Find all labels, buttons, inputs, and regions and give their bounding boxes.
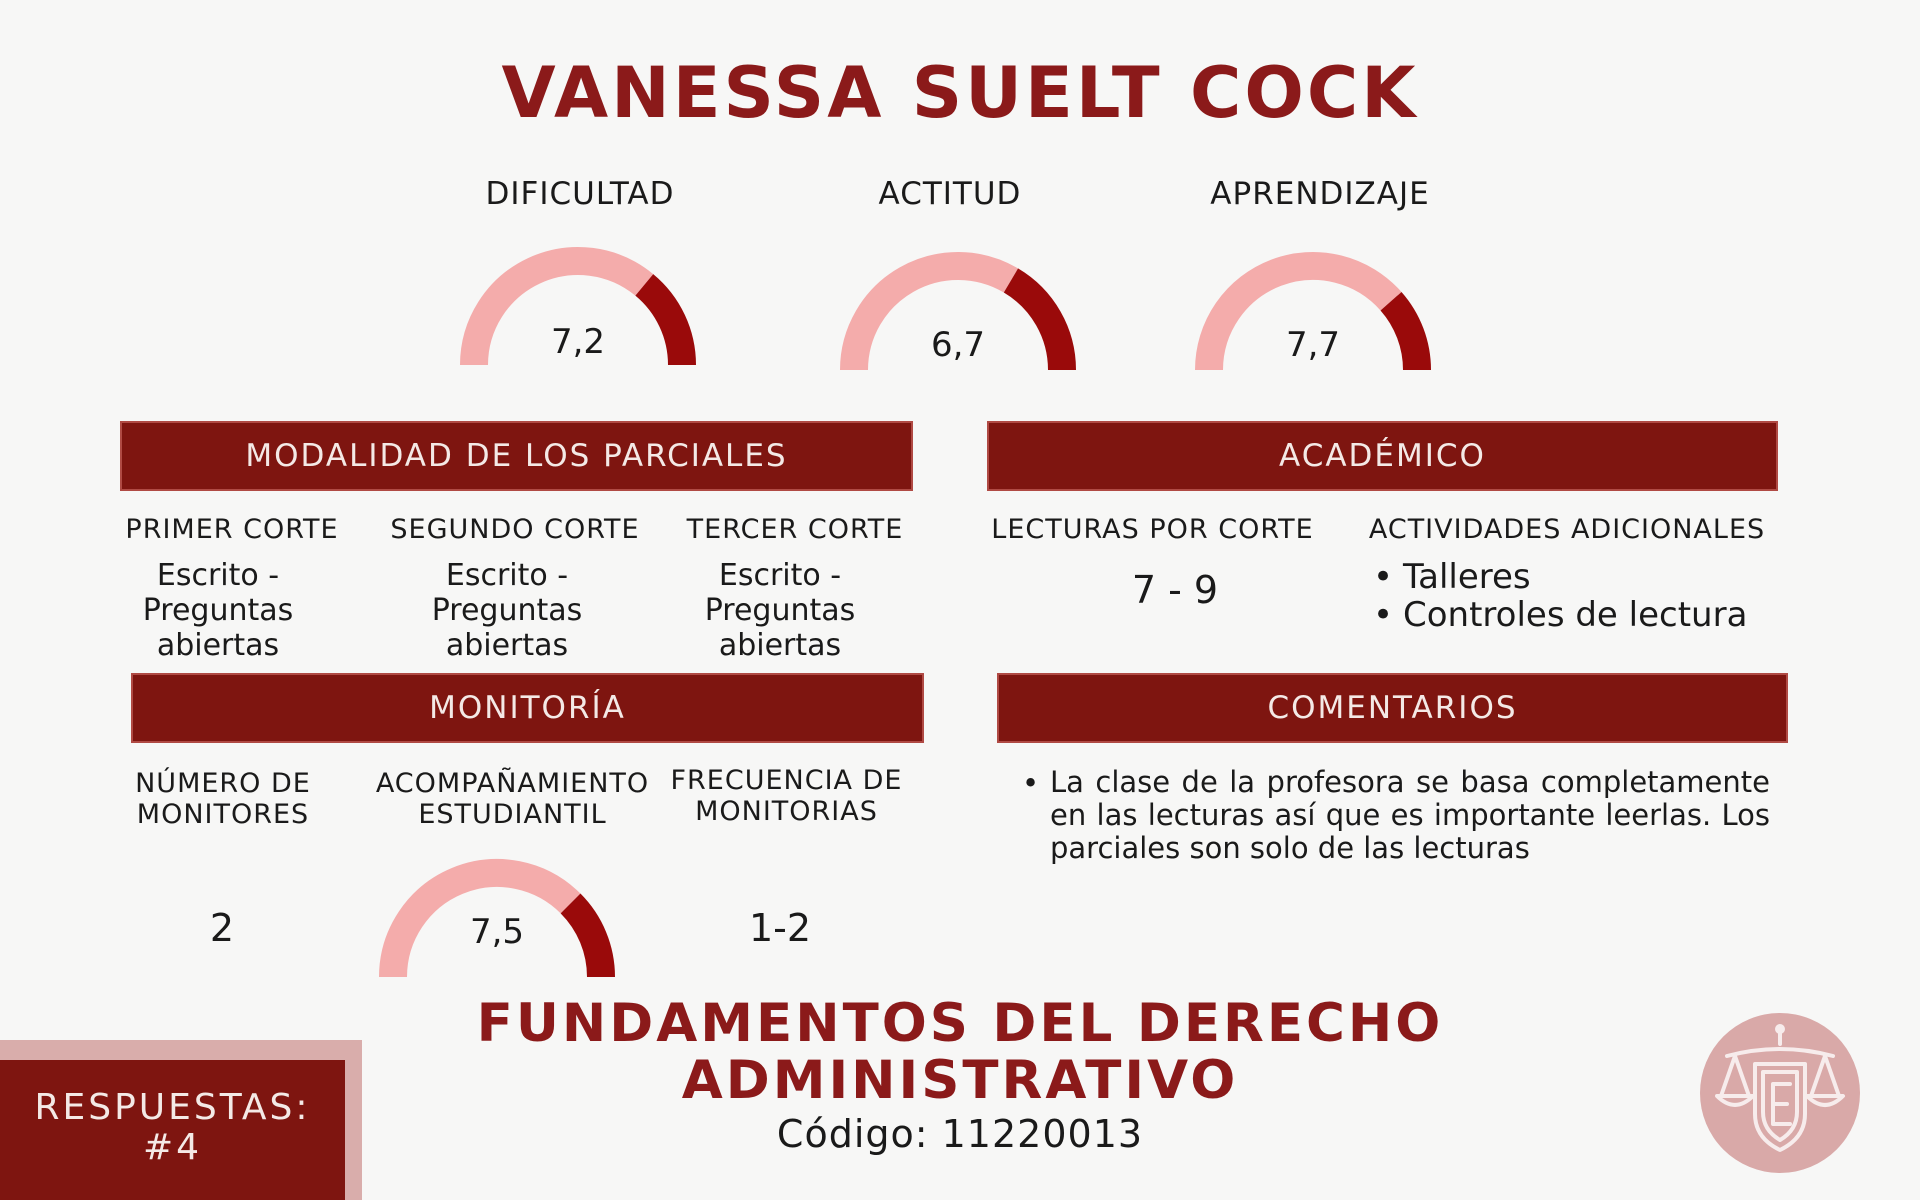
gauge-label-dificultad: DIFICULTAD — [485, 176, 675, 212]
scales-of-justice-shield-icon — [1697, 1010, 1863, 1176]
comment-text: La clase de la profesora se basa completamente en las lecturas así que es importante leerlas. Los parciales son solo de las lecturas — [1050, 765, 1770, 865]
respuestas-badge — [0, 1060, 345, 1200]
gauge-acompanamiento — [377, 852, 617, 982]
tercer-corte-line: abiertas — [718, 628, 842, 663]
frecuencia-label — [660, 765, 913, 827]
acompanamiento-label — [365, 768, 660, 830]
label-line: MONITORES — [136, 799, 310, 830]
list-item: • Controles de lectura — [1373, 596, 1793, 634]
lecturas-por-corte-value: 7 - 9 — [1131, 568, 1219, 612]
lecturas-por-corte-label: LECTURAS POR CORTE — [991, 514, 1314, 545]
label-line: ESTUDIANTIL — [418, 799, 607, 830]
gauge-actitud — [838, 245, 1078, 375]
modalidad-header: MODALIDAD DE LOS PARCIALES — [120, 421, 913, 491]
gauge-label-actitud: ACTITUD — [878, 176, 1022, 212]
page-title: VANESSA SUELT COCK — [501, 52, 1419, 134]
gauge-actitud-value: 6,7 — [930, 325, 986, 365]
course-name-line1: FUNDAMENTOS DEL DERECHO — [476, 993, 1444, 1054]
list-item: • Talleres — [1373, 558, 1793, 596]
primer-corte-line: abiertas — [156, 628, 280, 663]
respuestas-count: #4 — [142, 1127, 203, 1168]
course-name-line2: ADMINISTRATIVO — [681, 1050, 1239, 1111]
course-code: Código: 11220013 — [776, 1112, 1144, 1156]
gauge-aprendizaje — [1193, 245, 1433, 375]
gauge-acompanamiento-value: 7,5 — [469, 912, 525, 952]
tercer-corte-label: TERCER CORTE — [686, 514, 904, 545]
monitoria-header: MONITORÍA — [131, 673, 924, 743]
label-line: NÚMERO DE — [135, 768, 311, 799]
segundo-corte-line: Escrito - — [445, 558, 569, 593]
tercer-corte-line: Escrito - — [718, 558, 842, 593]
numero-monitores-label — [112, 768, 334, 830]
primer-corte-line: Escrito - — [156, 558, 280, 593]
tercer-corte-modalidad — [680, 558, 880, 663]
primer-corte-line: Preguntas — [142, 593, 294, 628]
actividades-adicionales-label: ACTIVIDADES ADICIONALES — [1368, 514, 1766, 545]
label-line: FRECUENCIA DE — [670, 765, 903, 796]
comment-bullet-icon: • — [1022, 766, 1040, 800]
numero-monitores-value: 2 — [209, 906, 235, 950]
gauge-dificultad — [458, 240, 698, 370]
frecuencia-value: 1-2 — [748, 906, 812, 950]
actividades-list — [1373, 558, 1793, 634]
respuestas-label: RESPUESTAS: — [34, 1087, 311, 1128]
tercer-corte-line: Preguntas — [704, 593, 856, 628]
gauge-label-aprendizaje: APRENDIZAJE — [1210, 176, 1430, 212]
primer-corte-modalidad — [118, 558, 318, 663]
primer-corte-label: PRIMER CORTE — [125, 514, 339, 545]
gauge-dificultad-value: 7,2 — [550, 322, 606, 362]
label-line: ACOMPAÑAMIENTO — [375, 768, 650, 799]
academico-header: ACADÉMICO — [987, 421, 1778, 491]
segundo-corte-line: abiertas — [445, 628, 569, 663]
segundo-corte-label: SEGUNDO CORTE — [390, 514, 640, 545]
gauge-aprendizaje-value: 7,7 — [1285, 325, 1341, 365]
segundo-corte-line: Preguntas — [431, 593, 583, 628]
comentarios-header: COMENTARIOS — [997, 673, 1788, 743]
label-line: MONITORIAS — [695, 796, 878, 827]
segundo-corte-modalidad — [407, 558, 607, 663]
